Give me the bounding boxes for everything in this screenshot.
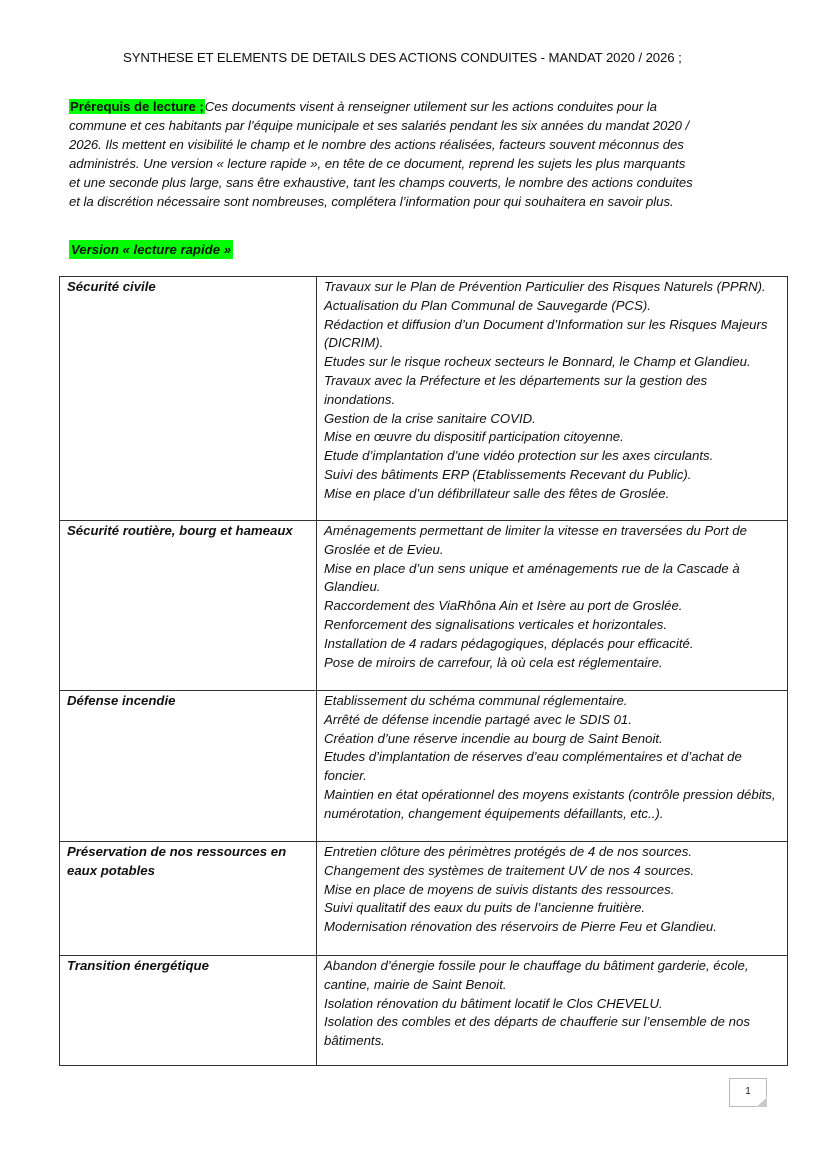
action-item: Isolation rénovation du bâtiment locatif le Clos CHEVELU. [324,995,663,1011]
action-item: Mise en place de moyens de suivis distants des ressources. [324,881,675,897]
items-cell [317,521,788,691]
action-item: Mise en place d’un défibrillateur salle des fêtes de Groslée. [324,485,670,501]
action-item: Création d’une réserve incendie au bourg de Saint Benoit. [324,730,663,746]
action-item: Installation de 4 radars pédagogiques, déplacés pour efficacité. [324,635,694,651]
intro-line: 2026. Ils mettent en visibilité le champ et le nombre des actions réalisées, facteurs souvent méconnus des [69,137,684,152]
quick-read-version-label: Version « lecture rapide » [71,242,232,257]
action-item: Etude d’implantation d’une vidéo protection sur les axes circulants. [324,448,714,464]
table-row [60,691,788,842]
action-item: Etablissement du schéma communal réglementaire. [324,693,628,708]
category-cell: Préservation de nos ressources en eaux potables [60,842,317,956]
action-item: Travaux avec la Préfecture et les départements sur la gestion des inondations. [324,372,708,407]
action-item: Modernisation rénovation des réservoirs de Pierre Feu et Glandieu. [324,919,717,935]
table-row [60,277,788,521]
action-item: Actualisation du Plan Communal de Sauvegarde (PCS). [324,297,651,313]
category-cell: Sécurité civile [60,277,317,521]
action-item: Rédaction et diffusion d’un Document d’Information sur les Risques Majeurs (DICRIM). [324,316,768,351]
intro-line: et une seconde plus large, sans être exhaustive, tant les champs couverts, le nombre des actions conduites [69,175,693,190]
action-item: Etudes sur le risque rocheux secteurs le Bonnard, le Champ et Glandieu. [324,354,751,370]
table-row [60,842,788,956]
items-cell [317,691,788,842]
action-item: Renforcement des signalisations verticales et horizontales. [324,616,668,632]
action-item: Mise en œuvre du dispositif participation citoyenne. [324,429,624,445]
actions-table [59,276,788,1066]
action-item: Changement des systèmes de traitement UV de nos 4 sources. [324,862,695,878]
action-item: Abandon d’énergie fossile pour le chauffage du bâtiment garderie, école, cantine, mairie de Saint Benoit. [324,958,749,992]
prerequisites-highlight-label: Prérequis de lecture ; [70,99,204,114]
reading-prerequisites-paragraph [69,97,739,211]
intro-line: administrés. Une version « lecture rapide », en tête de ce document, reprend les sujets les plus marquants [69,156,686,171]
action-item: Suivi qualitatif des eaux du puits de l’ancienne fruitière. [324,900,646,916]
page-number: 1 [745,1086,751,1097]
category-cell: Transition énergétique [60,956,317,1066]
page-number-box [729,1078,767,1107]
action-item: Suivi des bâtiments ERP (Etablissements Recevant du Public). [324,466,692,482]
action-item: Mise en place d’un sens unique et aménagements rue de la Cascade à Glandieu. [324,560,740,595]
action-item: Arrêté de défense incendie partagé avec le SDIS 01. [324,711,632,727]
action-item: Pose de miroirs de carrefour, là où cela est réglementaire. [324,654,663,670]
intro-line-text: Ces documents visent à renseigner utilement sur les actions conduites pour la [204,99,657,114]
intro-line [69,97,739,116]
table-row [60,956,788,1066]
category-cell: Défense incendie [60,691,317,842]
intro-line: commune et ces habitants par l’équipe municipale et ses salariés pendant les six années du mandat 2020 / [69,118,690,133]
table-row [60,521,788,691]
action-item: Travaux sur le Plan de Prévention Particulier des Risques Naturels (PPRN). [324,279,766,294]
action-item: Entretien clôture des périmètres protégés de 4 de nos sources. [324,844,692,859]
action-item: Aménagements permettant de limiter la vitesse en traversées du Port de Groslée et de Evieu. [324,523,747,557]
items-cell [317,956,788,1066]
action-item: Maintien en état opérationnel des moyens existants (contrôle pression débits, numérotation, changement équipements défaillants, etc..). [324,786,776,821]
document-title: SYNTHESE ET ELEMENTS DE DETAILS DES ACTIONS CONDUITES - MANDAT 2020 / 2026 ; [123,50,682,65]
action-item: Isolation des combles et des départs de chaufferie sur l’ensemble de nos bâtiments. [324,1014,750,1049]
action-item: Etudes d’implantation de réserves d’eau complémentaires et d’achat de foncier. [324,749,742,784]
action-item: Raccordement des ViaRhôna Ain et Isère au port de Groslée. [324,598,683,614]
intro-line: et la discrétion nécessaire sont nombreuses, complétera l’information pour qui souhaitera en savoir plus. [69,194,674,209]
page-curl-icon [757,1097,767,1107]
category-cell: Sécurité routière, bourg et hameaux [60,521,317,691]
items-cell [317,842,788,956]
items-cell [317,277,788,521]
action-item: Gestion de la crise sanitaire COVID. [324,410,536,426]
